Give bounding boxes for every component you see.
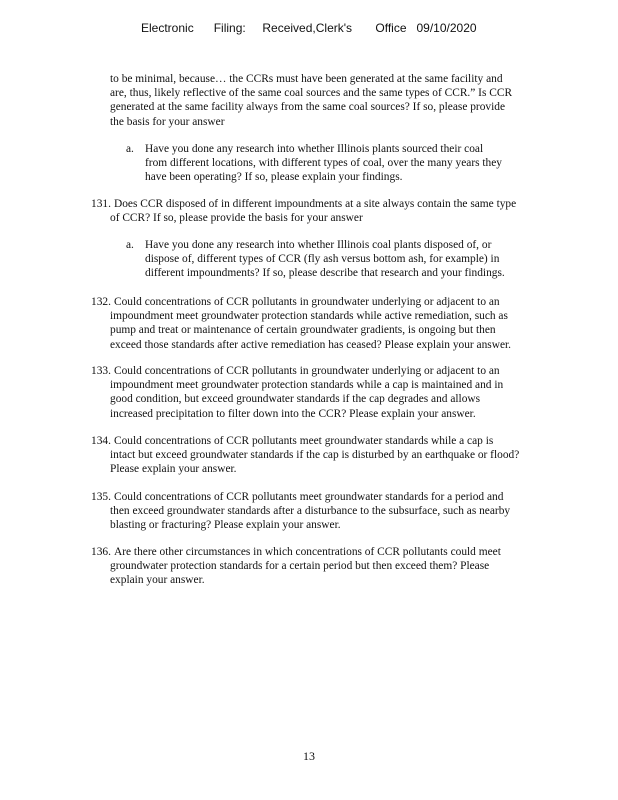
question-number: 131.	[91, 198, 111, 210]
text-line: different impoundments? If so, please describe that research and your findings.	[145, 267, 505, 280]
text-line: are, thus, likely reflective of the same coal sources and the same types of CCR.” Is CCR	[110, 87, 513, 100]
text-line: from different locations, with different types of coal, over the many years they	[145, 157, 503, 170]
subquestion-marker: a.	[126, 239, 134, 251]
filing-header: Electronic Filing: Received,Clerk's Office 09/10/2020	[141, 21, 477, 35]
intro-paragraph	[110, 72, 512, 129]
text-line: Have you done any research into whether Illinois plants sourced their coal	[145, 143, 484, 155]
subquestion-131a	[145, 238, 505, 281]
text-line: generated at the same facility always from the same coal sources? If so, please provide	[110, 101, 506, 114]
question-134	[110, 434, 520, 477]
text-line: impoundment meet groundwater protection standards while a cap is maintained and in	[110, 379, 504, 392]
question-number: 132.	[91, 296, 111, 308]
question-number: 135.	[91, 491, 111, 503]
text-line: Does CCR disposed of in different impoundments at a site always contain the same type	[114, 198, 517, 210]
text-line: Are there other circumstances in which concentrations of CCR pollutants could meet	[114, 546, 501, 558]
text-line: exceed those standards after active remediation has ceased? Please explain your answer.	[110, 338, 512, 351]
question-132	[110, 295, 512, 352]
text-line: Could concentrations of CCR pollutants meet groundwater standards while a cap is	[114, 435, 494, 447]
text-line: Please explain your answer.	[110, 463, 237, 476]
text-line: impoundment meet groundwater protection standards while active remediation, such as	[110, 310, 508, 323]
text-line: groundwater protection standards for a certain period but then exceed them? Please	[110, 560, 490, 573]
question-number: 133.	[91, 365, 111, 377]
text-line: Could concentrations of CCR pollutants in groundwater underlying or adjacent to an	[114, 365, 500, 377]
question-133	[110, 364, 504, 421]
page-number: 13	[303, 749, 315, 763]
text-line: then exceed groundwater standards after a disturbance to the subsurface, such as nearby	[110, 505, 511, 518]
question-136	[110, 545, 501, 588]
text-line: increased precipitation to filter down into the CCR? Please explain your answer.	[110, 407, 476, 420]
text-line: to be minimal, because… the CCRs must have been generated at the same facility and	[110, 73, 503, 85]
text-line: good condition, but exceed groundwater standards if the cap degrades and allows	[110, 393, 481, 406]
text-line: explain your answer.	[110, 574, 205, 587]
text-line: have been operating? If so, please explain your findings.	[145, 171, 403, 184]
text-line: Could concentrations of CCR pollutants meet groundwater standards for a period and	[114, 491, 504, 503]
question-135	[110, 490, 511, 533]
question-number: 136.	[91, 546, 111, 558]
text-line: of CCR? If so, please provide the basis for your answer	[110, 212, 363, 225]
text-line: Have you done any research into whether Illinois coal plants disposed of, or	[145, 239, 492, 251]
text-line: intact but exceed groundwater standards if the cap is disturbed by an earthquake or flood?	[110, 449, 520, 462]
text-line: blasting or fracturing? Please explain your answer.	[110, 519, 341, 532]
text-line: dispose of, different types of CCR (fly ash versus bottom ash, for example) in	[145, 253, 500, 266]
text-line: Could concentrations of CCR pollutants in groundwater underlying or adjacent to an	[114, 296, 500, 308]
subquestion-130a	[145, 142, 502, 185]
subquestion-marker: a.	[126, 143, 134, 155]
text-line: the basis for your answer	[110, 115, 225, 128]
question-131	[110, 197, 517, 225]
text-line: pump and treat or maintenance of certain groundwater gradients, is ongoing but then	[110, 324, 496, 337]
question-number: 134.	[91, 435, 111, 447]
